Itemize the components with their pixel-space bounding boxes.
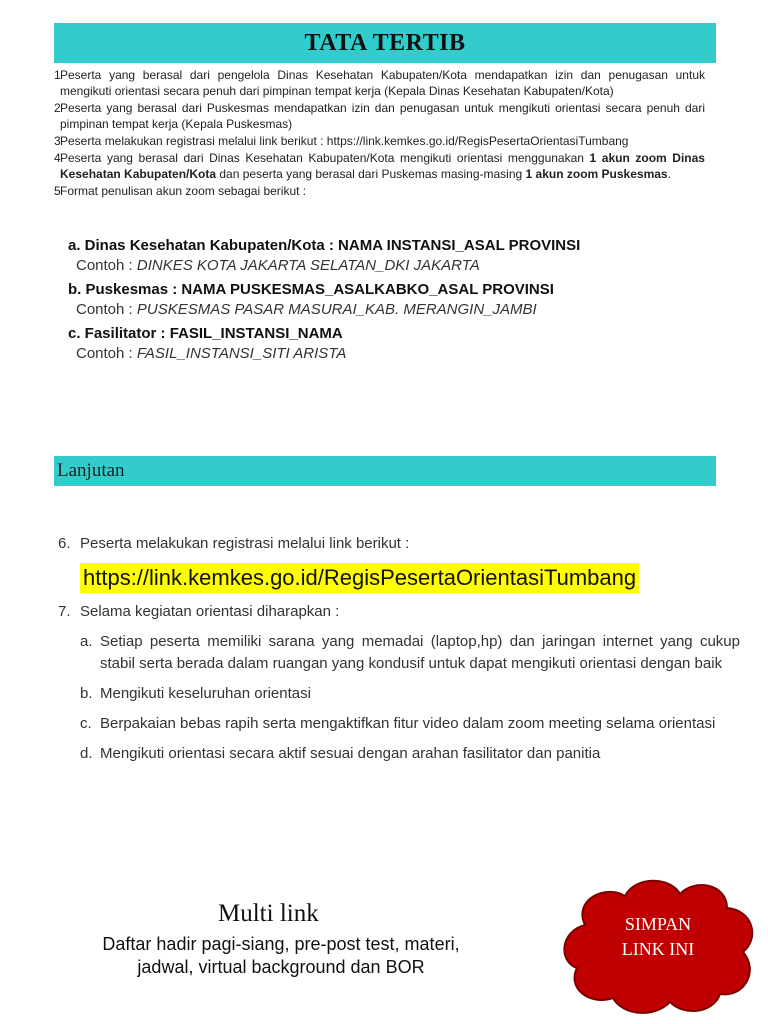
example-label: Contoh : [76,301,137,318]
format-heading: c. Fasilitator : FASIL_INSTANSI_NAMA [68,325,343,342]
page-title: TATA TERTIB [304,29,466,56]
cloud-label [555,912,761,962]
continuation-label: Lanjutan [57,460,125,481]
format-item [68,236,708,276]
sub-item-c [80,713,740,735]
example-label: Contoh : [76,257,137,274]
rule-text-part: . [667,167,671,181]
rule-text: Format penulisan akun zoom sebagai berikut : [60,184,307,198]
format-item [68,324,708,364]
header-bar [54,23,716,63]
sub-list [80,631,740,765]
sub-text: Mengikuti keseluruhan orientasi [100,685,311,702]
rule-number: 4 [54,151,61,165]
format-example [76,344,708,364]
multi-link-title: Multi link [218,900,319,927]
sub-item-d [80,743,740,765]
rule-text: Peserta yang berasal dari Puskesmas mendapatkan izin dan penugasan untuk mengikuti orientasi secara penuh dari pimpinan tempat kerja (Kepala Puskesmas) [60,101,705,131]
example-value: PUSKESMAS PASAR MASURAI_KAB. MERANGIN_JAMBI [136,301,537,318]
list-item-7 [58,601,740,623]
rule-text-part: dan peserta yang berasal dari Puskemas masing-masing [216,167,526,181]
list-text: Peserta melakukan registrasi melalui link berikut : [80,535,410,552]
format-example [76,300,708,320]
list-number: 7. [58,603,71,620]
rule-item-1 [54,67,705,99]
sub-text: Mengikuti orientasi secara aktif sesuai dengan arahan fasilitator dan panitia [100,745,601,762]
sub-text: Berpakaian bebas rapih serta mengaktifkan fitur video dalam zoom meeting selama orientasi [100,715,716,732]
rule-text: Peserta yang berasal dari pengelola Dinas Kesehatan Kabupaten/Kota mendapatkan izin dan penugasan untuk mengikuti orientasi secara penuh dari pimpinan tempat kerja (Kepala Dinas Kesehatan Kabupaten/Kota) [60,68,705,98]
rule-number: 2 [54,101,61,115]
list-number: 6. [58,535,71,552]
continuation-list [58,533,740,773]
registration-link[interactable]: https://link.kemkes.go.id/RegisPesertaOrientasiTumbang [80,563,639,593]
sub-item-b [80,683,740,705]
rule-text: Peserta melakukan registrasi melalui link berikut : https://link.kemkes.go.id/RegisPesertaOrientasiTumbang [60,134,629,148]
format-item [68,280,708,320]
cloud-label-line1: SIMPAN [624,914,692,934]
rule-number: 1 [54,68,61,82]
sub-number: c. [80,715,92,732]
sub-text: Setiap peserta memiliki sarana yang memadai (laptop,hp) dan jaringan internet yang cukup stabil serta berada dalam ruangan yang kondusif untuk dapat mengikuti orientasi dengan baik [100,633,740,672]
rule-item-2 [54,100,705,132]
cloud-label-line2: LINK INI [621,939,695,959]
rule-number: 3 [54,134,61,148]
rule-bold-text: 1 akun zoom Puskesmas [525,167,668,181]
format-list [68,236,708,368]
format-heading: b. Puskesmas : NAMA PUSKESMAS_ASALKABKO_ASAL PROVINSI [68,281,554,298]
example-value: DINKES KOTA JAKARTA SELATAN_DKI JAKARTA [136,257,480,274]
format-example [76,256,708,276]
sub-number: b. [80,685,93,702]
example-value: FASIL_INSTANSI_SITI ARISTA [136,345,347,362]
sub-number: a. [80,633,93,650]
format-heading: a. Dinas Kesehatan Kabupaten/Kota : NAMA INSTANSI_ASAL PROVINSI [68,237,581,254]
rules-list [54,67,705,200]
rule-item-3 [54,133,705,149]
list-item-6 [58,533,740,555]
continuation-bar [54,456,716,486]
rule-item-5 [54,183,705,199]
list-text: Selama kegiatan orientasi diharapkan : [80,603,340,620]
rule-text [60,150,705,182]
sub-number: d. [80,745,93,762]
sub-item-a [80,631,740,675]
rule-number: 5 [54,184,61,198]
rule-bold-text: 1 akun zoom Dinas Kesehatan Kabupaten/Kota [60,151,705,181]
example-label: Contoh : [76,345,137,362]
rule-item-4 [54,150,705,182]
rule-text-part: Peserta yang berasal dari Dinas Kesehatan Kabupaten/Kota mengikuti orientasi menggunakan [60,151,590,165]
multi-link-description: Daftar hadir pagi-siang, pre-post test, materi, jadwal, virtual background dan BOR [102,934,460,977]
